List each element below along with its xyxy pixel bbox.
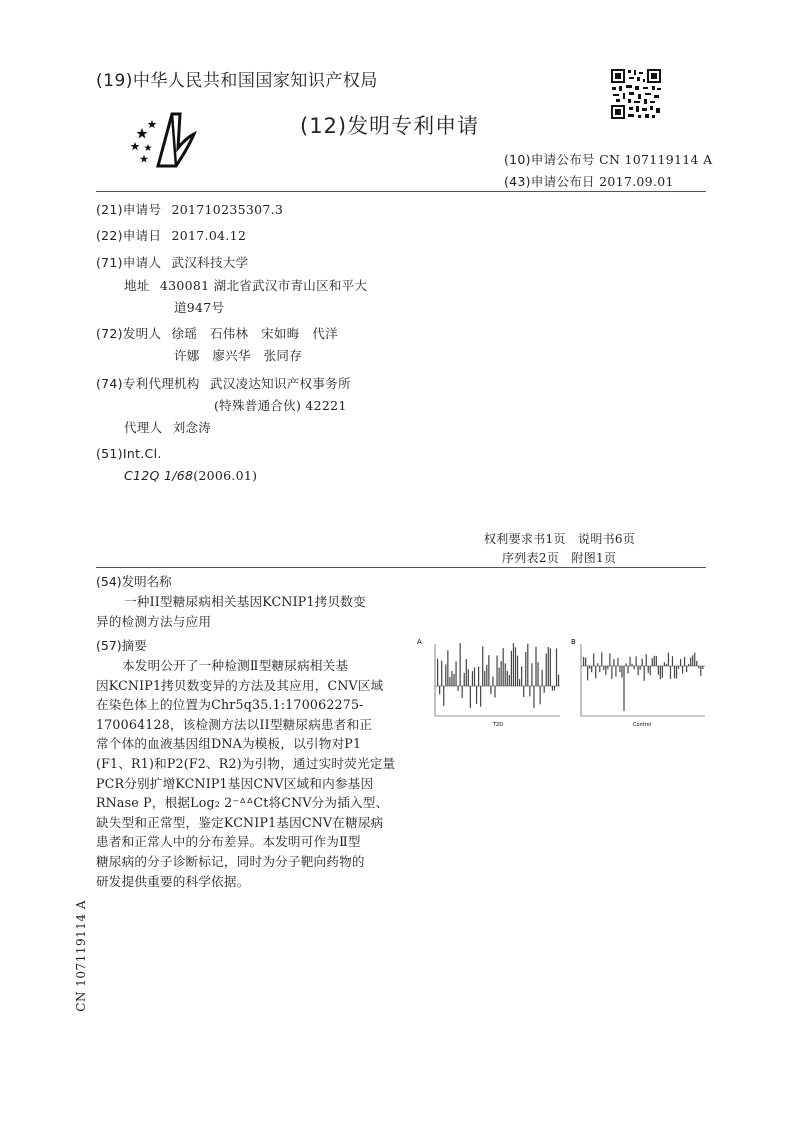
abstract-figure bbox=[415, 636, 713, 758]
panel-b-bar bbox=[609, 653, 610, 666]
panel-b-bar bbox=[672, 656, 673, 666]
panel-b-bar bbox=[668, 653, 669, 666]
panel-a-bar bbox=[556, 648, 557, 686]
panel-a-bar bbox=[521, 666, 522, 686]
panel-b-bar bbox=[638, 666, 639, 675]
panel-a-bar bbox=[464, 673, 465, 686]
panel-a-bar bbox=[501, 661, 502, 686]
side-publication-number: CN 107119114 A bbox=[74, 900, 88, 1012]
panel-b-bar bbox=[678, 666, 679, 669]
panel-b-bar bbox=[646, 654, 647, 666]
panel-a-bar bbox=[458, 686, 459, 691]
panel-b-bar bbox=[670, 666, 671, 679]
panel-b-bar bbox=[613, 659, 614, 666]
panel-a-bar bbox=[519, 679, 520, 686]
panel-b-bar bbox=[597, 663, 598, 666]
office-name: (19)中华人民共和国国家知识产权局 bbox=[96, 71, 378, 91]
abstract-line: 常个体的血液基因组DNA为模板，以引物对P1 bbox=[96, 736, 362, 752]
panel-a-bars bbox=[437, 643, 559, 708]
panel-a-bar bbox=[558, 674, 559, 686]
panel-a-bar bbox=[537, 662, 538, 686]
panel-a-bar bbox=[513, 643, 514, 686]
panel-a-bar bbox=[535, 647, 536, 686]
panel-a-bar bbox=[437, 659, 438, 686]
panel-a-bar bbox=[474, 667, 475, 686]
abstract-line: 糖尿病的分子诊断标记，同时为分子靶向药物的 bbox=[96, 853, 365, 869]
panel-a-bar bbox=[507, 671, 508, 686]
panel-b-bar bbox=[696, 661, 697, 666]
panel-b-bars bbox=[583, 652, 703, 711]
panel-a-bar bbox=[439, 686, 440, 694]
applicant-label: (71)申请人 bbox=[96, 255, 162, 270]
publication-date-value: 2017.09.01 bbox=[599, 174, 674, 189]
page-count-line-1: 权利要求书1页 说明书6页 bbox=[484, 532, 636, 546]
panel-b-bar bbox=[674, 666, 675, 678]
panel-b-bar bbox=[642, 659, 643, 666]
publication-number bbox=[504, 150, 712, 168]
panel-a-bar bbox=[546, 653, 547, 686]
panel-b-x-label: Control bbox=[633, 722, 652, 728]
panel-a-bar bbox=[486, 665, 487, 686]
panel-a-bar bbox=[460, 643, 461, 686]
panel-a-bar bbox=[468, 669, 469, 686]
panel-a-bar bbox=[484, 671, 485, 686]
panel-b-bar bbox=[682, 666, 683, 673]
application-number-label: (21)申请号 bbox=[96, 202, 162, 217]
panel-a-bar bbox=[488, 655, 489, 686]
publication-date bbox=[504, 172, 674, 190]
panel-a-bar bbox=[451, 671, 452, 686]
panel-b-bar bbox=[700, 666, 701, 676]
panel-a-bar bbox=[509, 675, 510, 686]
panel-a-bar bbox=[540, 686, 541, 704]
sipo-logo-icon bbox=[128, 108, 200, 170]
panel-b-bar bbox=[605, 666, 606, 675]
inventors-line-1: 徐瑶 石伟林 宋如晦 代洋 bbox=[171, 326, 338, 341]
patent-agency-line-1: 武汉凌达知识产权事务所 bbox=[209, 376, 351, 391]
panel-a-bar bbox=[453, 674, 454, 686]
panel-a-bar bbox=[529, 686, 530, 696]
invention-name-line-2: 异的检测方法与应用 bbox=[96, 614, 212, 629]
panel-b-bar bbox=[619, 666, 620, 672]
panel-b-bar bbox=[658, 666, 659, 675]
panel-b-bar bbox=[650, 666, 651, 675]
abstract-line: 研发提供重要的科学依据。 bbox=[96, 873, 250, 889]
patent-agency-label: (74)专利代理机构 bbox=[96, 376, 200, 391]
int-cl-code: C12Q 1/68 bbox=[124, 468, 194, 483]
panel-b-bar bbox=[636, 656, 637, 666]
panel-a-bar bbox=[490, 686, 491, 694]
abstract-line: 缺失型和正常型，鉴定KCNIP1基因CNV在糖尿病 bbox=[96, 814, 384, 830]
int-cl-label-text: (51)Int.Cl. bbox=[96, 446, 162, 461]
applicant bbox=[96, 253, 248, 271]
panel-a-bar bbox=[544, 686, 545, 693]
panel-a-bar bbox=[523, 686, 524, 697]
panel-a-bar bbox=[447, 650, 448, 686]
application-date-label: (22)申请日 bbox=[96, 228, 162, 243]
panel-b-bar bbox=[595, 666, 596, 678]
panel-a-bar bbox=[525, 652, 526, 686]
panel-b-bar bbox=[666, 664, 667, 666]
panel-b-bar bbox=[599, 666, 600, 672]
panel-b-bar bbox=[603, 666, 604, 670]
panel-a-bar bbox=[449, 677, 450, 686]
panel-b-bar bbox=[644, 666, 645, 681]
applicant-value: 武汉科技大学 bbox=[171, 255, 249, 270]
panel-b-bar bbox=[625, 663, 626, 666]
abstract-line: 因KCNIP1拷贝数变异的方法及其应用，CNV区域 bbox=[96, 677, 384, 693]
abstract-line: 本发明公开了一种检测Ⅱ型糖尿病相关基 bbox=[122, 658, 349, 673]
panel-a-bar bbox=[548, 647, 549, 686]
invention-name-line-1: 一种II型糖尿病相关基因KCNIP1拷贝数变 bbox=[124, 594, 366, 609]
panel-b-bar bbox=[664, 662, 665, 666]
panel-a-bar bbox=[496, 655, 497, 686]
panel-b-bar bbox=[617, 658, 618, 666]
panel-a-bar bbox=[443, 686, 444, 706]
panel-b-label: B bbox=[571, 638, 576, 646]
abstract-label: (57)摘要 bbox=[96, 638, 147, 653]
publication-number-value: CN 107119114 A bbox=[599, 152, 713, 167]
panel-b-bar bbox=[587, 666, 588, 680]
panel-a-bar bbox=[503, 648, 504, 686]
panel-a-bar bbox=[492, 677, 493, 686]
agent-label: 代理人 bbox=[124, 420, 163, 435]
inventors bbox=[96, 324, 338, 342]
panel-a-bar bbox=[462, 686, 463, 698]
panel-b-bar bbox=[686, 666, 687, 672]
inventors-label: (72)发明人 bbox=[96, 326, 162, 341]
panel-a-bar bbox=[554, 686, 555, 690]
panel-b-bar bbox=[684, 657, 685, 666]
agent-value: 刘念涛 bbox=[172, 420, 212, 435]
panel-b-bar bbox=[631, 664, 632, 666]
address bbox=[124, 276, 367, 294]
panel-a-bar bbox=[542, 670, 543, 686]
abstract-body bbox=[96, 656, 396, 891]
abstract-line: PCR分别扩增KCNIP1基因CNV区域和内参基因 bbox=[96, 775, 374, 791]
document-type: (12)发明专利申请 bbox=[300, 114, 480, 138]
panel-b-bar bbox=[680, 659, 681, 666]
panel-a-bar bbox=[478, 667, 479, 686]
abstract-line: RNase P，根据Log₂ 2⁻ᐞᐞCt将CNV分为插入型、 bbox=[96, 795, 389, 811]
panel-a-bar bbox=[527, 644, 528, 686]
address-line-2: 道947号 bbox=[174, 300, 225, 315]
panel-b-bar bbox=[593, 654, 594, 666]
panel-a-label: A bbox=[417, 638, 422, 646]
panel-b-bar bbox=[654, 656, 655, 666]
publication-number-label: (10)申请公布号 bbox=[504, 152, 595, 167]
panel-a-bar bbox=[550, 648, 551, 686]
application-number bbox=[96, 200, 283, 218]
panel-b-bar bbox=[589, 666, 590, 669]
panel-a-x-label: T2D bbox=[493, 722, 504, 728]
panel-a-bar bbox=[511, 651, 512, 686]
inventors-line-2: 许娜 廖兴华 张同存 bbox=[174, 348, 303, 363]
panel-b-bar bbox=[629, 657, 630, 666]
int-cl-label bbox=[96, 446, 162, 461]
panel-b-bar bbox=[694, 653, 695, 666]
panel-a-bar bbox=[472, 671, 473, 686]
panel-a-bar bbox=[517, 656, 518, 686]
panel-a-bar bbox=[533, 686, 534, 708]
panel-b-bar bbox=[688, 664, 689, 666]
panel-b-bar bbox=[601, 652, 602, 666]
panel-b-bar bbox=[652, 658, 653, 666]
header-divider bbox=[96, 191, 706, 192]
patent-agency bbox=[96, 374, 351, 392]
publication-date-label: (43)申请公布日 bbox=[504, 174, 595, 189]
panel-a-bar bbox=[470, 686, 471, 708]
panel-a-bar bbox=[476, 686, 477, 704]
application-number-value: 201710235307.3 bbox=[171, 202, 284, 217]
panel-b-bar bbox=[634, 666, 635, 669]
panel-b-bar bbox=[621, 666, 622, 677]
abstract-line: 在染色体上的位置为Chr5q35.1:170062275- bbox=[96, 697, 364, 713]
panel-b-bar bbox=[648, 666, 649, 673]
panel-a-bar bbox=[441, 661, 442, 686]
panel-b-bar bbox=[640, 666, 641, 670]
invention-name-label: (54)发明名称 bbox=[96, 574, 172, 589]
panel-b-bar bbox=[690, 658, 691, 666]
address-label: 地址 bbox=[124, 278, 150, 293]
panel-b-bar bbox=[656, 656, 657, 666]
panel-b-bar bbox=[623, 666, 624, 711]
panel-a-bar bbox=[515, 647, 516, 686]
panel-b-bar bbox=[627, 666, 628, 673]
panel-b-bar bbox=[702, 666, 703, 669]
body-divider bbox=[96, 567, 706, 568]
abstract-line: (F1、R1)和P2(F2、R2)为引物，通过实时荧光定量 bbox=[96, 755, 396, 771]
panel-a-bar bbox=[531, 663, 532, 686]
address-line-1: 430081 湖北省武汉市青山区和平大 bbox=[159, 278, 368, 293]
abstract-line: 患者和正常人中的分布差异。本发明可作为Ⅱ型 bbox=[96, 834, 361, 850]
panel-b-bar bbox=[698, 666, 699, 668]
panel-b-bar bbox=[607, 666, 608, 669]
panel-a-bar bbox=[466, 659, 467, 686]
application-date bbox=[96, 226, 246, 244]
panel-a-bar bbox=[480, 686, 481, 707]
panel-b-bar bbox=[676, 666, 677, 679]
panel-b-bar bbox=[692, 655, 693, 666]
panel-b-bar bbox=[591, 666, 592, 672]
int-cl-date: (2006.01) bbox=[193, 468, 258, 483]
application-date-value: 2017.04.12 bbox=[171, 228, 247, 243]
panel-a-bar bbox=[552, 686, 553, 691]
panel-b-bar bbox=[611, 666, 612, 679]
agent bbox=[124, 418, 211, 436]
panel-a-bar bbox=[505, 663, 506, 686]
panel-a-bar bbox=[482, 646, 483, 686]
panel-a-bar bbox=[445, 664, 446, 686]
panel-a-bar bbox=[499, 668, 500, 686]
panel-b-bar bbox=[662, 666, 663, 678]
int-cl-classification bbox=[124, 468, 257, 483]
panel-b-bar bbox=[660, 666, 661, 679]
page-count-line-2: 序列表2页 附图1页 bbox=[502, 551, 617, 565]
panel-b-bar bbox=[585, 658, 586, 666]
abstract-line: 170064128，该检测方法以II型糖尿病患者和正 bbox=[96, 716, 373, 732]
panel-a-bar bbox=[494, 686, 495, 697]
panel-b-bar bbox=[583, 657, 584, 666]
qr-code-icon bbox=[610, 68, 662, 120]
panel-a-bar bbox=[455, 661, 456, 686]
patent-agency-line-2: (特殊普通合伙) 42221 bbox=[214, 398, 347, 413]
panel-b-bar bbox=[615, 666, 616, 677]
